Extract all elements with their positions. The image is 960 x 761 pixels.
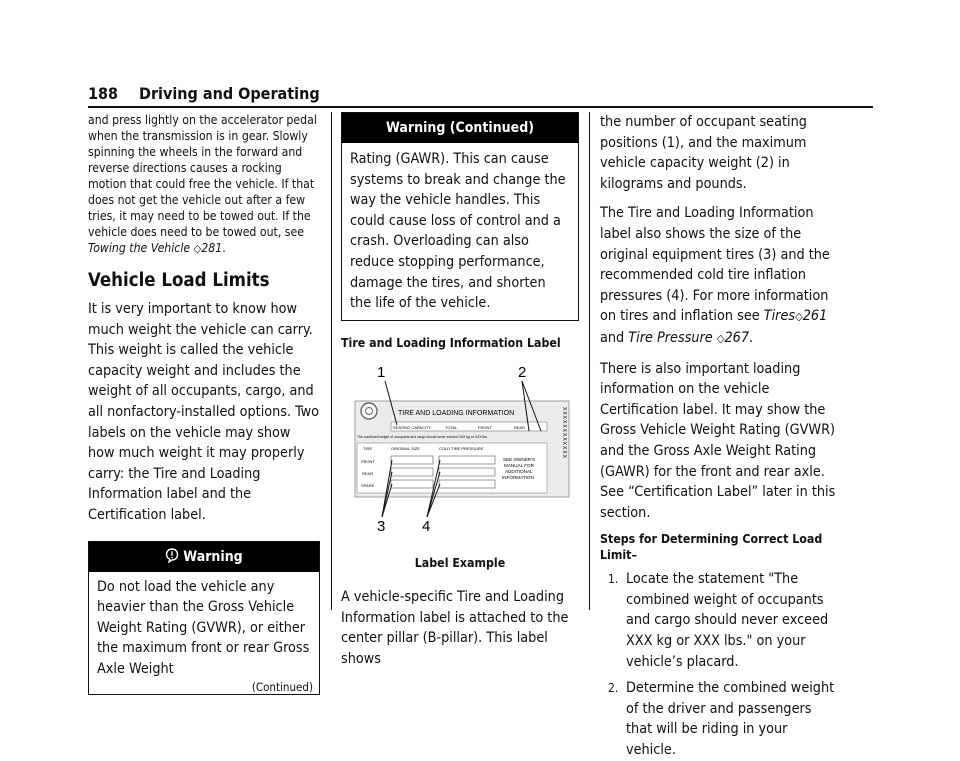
column-3: [600, 112, 840, 761]
tire-pressure-link[interactable]: Tire Pressure: [628, 329, 713, 346]
column-2: [341, 112, 579, 669]
page-ref-icon: ◇: [795, 310, 803, 324]
column-divider-1: [331, 112, 332, 610]
callout-2: 2: [518, 363, 527, 381]
row-front: FRONT: [361, 458, 375, 464]
size-cell-spare: [391, 480, 433, 488]
see-line-2: MANUAL FOR: [504, 462, 534, 468]
combined-statement: The combined weight of occupants and cargo should never exceed XXX kg or XXX lbs.: [357, 434, 488, 439]
towing-link[interactable]: Towing the Vehicle: [88, 241, 191, 255]
list-item: [600, 678, 840, 760]
tire-label-figure: [341, 363, 579, 543]
load-limits-paragraph: It is very important to know how much weight the vehicle can carry. This weight is called the vehicle capacity weight and includes the weight of all occupants, cargo, and all nonfactory-installed options. Two labels on the vehicle may show how much weight it may properly carry: the Tire and Loading Information label and the Certification label.: [88, 301, 320, 523]
callout-1: 1: [377, 363, 386, 381]
intro-paragraph: [88, 112, 320, 257]
column-divider-2: [589, 112, 590, 610]
step-number: 2.: [608, 681, 619, 696]
tire-info-paragraph: [600, 203, 840, 349]
steps-list: [600, 569, 840, 760]
continued-label: (Continued): [251, 679, 313, 694]
label-location-paragraph: A vehicle-specific Tire and Loading Information label is attached to the center pillar (B-pillar). This label shows: [341, 589, 569, 667]
tire-pressure-page[interactable]: 267: [724, 329, 749, 346]
warning-body: Do not load the vehicle any heavier than the Gross Vehicle Weight Rating (GVWR), or either the maximum front or rear Gross Axle Weight: [97, 578, 310, 677]
pressure-cell-front: [439, 456, 495, 464]
label-title: TIRE AND LOADING INFORMATION: [398, 409, 515, 417]
size-cell-front: [391, 456, 433, 464]
tires-page[interactable]: 261: [802, 308, 828, 325]
rear-label: REAR: [514, 424, 526, 430]
callout-4: 4: [422, 517, 431, 535]
tire-header: TIRE: [363, 445, 373, 451]
warning-icon: [165, 548, 179, 563]
header-rule: [88, 106, 873, 108]
certification-paragraph: There is also important loading information on the vehicle Certification label. It may show the Gross Vehicle Weight Rating (GVWR) and the Gross Axle Weight Rating (GAWR) for the front and rear axle. See “Certification Label” later in this section.: [600, 360, 836, 521]
row-spare: SPARE: [361, 482, 375, 488]
warning-title: Warning: [183, 548, 243, 565]
step-number: 1.: [608, 572, 619, 587]
column-1: [88, 112, 320, 695]
cold-pressure-header: COLD TIRE PRESSURE: [439, 445, 484, 451]
step-text: Determine the combined weight of the driver and passengers that will be riding in your vehicle.: [626, 680, 835, 759]
steps-heading: Steps for Determining Correct Load Limit–: [600, 532, 823, 563]
towing-page[interactable]: 281: [201, 241, 223, 255]
tire-emblem-icon: [361, 403, 377, 419]
figure-caption: Label Example: [414, 556, 506, 571]
row-rear: REAR: [362, 470, 374, 476]
see-line-4: INFORMATION: [502, 474, 534, 480]
page-number: 188: [88, 84, 119, 103]
tire-label-diagram: [341, 363, 579, 541]
total-label: TOTAL: [445, 424, 458, 430]
pressure-cell-spare: [439, 480, 495, 488]
warning-header: [89, 542, 319, 572]
orig-size-header: ORIGINAL SIZE: [391, 445, 420, 451]
section-heading: Vehicle Load Limits: [88, 270, 270, 291]
page-ref-icon: ◇: [193, 242, 202, 255]
callout-3: 3: [377, 517, 386, 535]
warning-continued-body: Rating (GAWR). This can cause systems to break and change the way the vehicle handles. This could cause loss of control and a crash. Overloading can also reduce stopping performance, damage the tires, and shorten the life of the vehicle.: [350, 151, 566, 312]
step-text: Locate the statement "The combined weight of occupants and cargo should never exceed XXX kg or XXX lbs." on your vehicle’s placard.: [626, 571, 829, 670]
see-line-1: SEE OWNER'S: [503, 456, 536, 462]
intro-end: .: [222, 241, 226, 255]
and-text: and: [600, 329, 629, 346]
page-ref-icon: ◇: [716, 331, 725, 345]
warning-continued-box: [341, 112, 579, 321]
figure-heading: Tire and Loading Information Label: [341, 335, 561, 350]
pressure-cell-rear: [439, 468, 495, 476]
warning-box: [88, 541, 320, 695]
warning-continued-header: Warning (Continued): [342, 113, 578, 143]
see-line-3: ADDITIONAL: [505, 468, 533, 474]
side-code: XXXXXXXXXXXX: [561, 406, 567, 459]
list-item: [600, 569, 840, 672]
front-label: FRONT: [478, 424, 492, 430]
seating-paragraph: the number of occupant seating positions (1), and the maximum vehicle capacity weight (2) in kilograms and pounds.: [600, 114, 807, 192]
size-cell-rear: [391, 468, 433, 476]
running-header: [88, 84, 873, 108]
section-title: Driving and Operating: [139, 84, 320, 103]
tire-info-end: .: [749, 329, 754, 346]
tire-info-text: The Tire and Loading Information label also shows the size of the original equipment tires (3) and the recommended cold tire inflation pressures (4). For more information on tires and inflation see: [600, 205, 830, 325]
intro-text: and press lightly on the accelerator pedal when the transmission is in gear. Slowly spinning the wheels in the forward and reverse directions causes a rocking motion that could free the vehicle. If that does not get the vehicle out after a few tries, it may need to be towed out. If the vehicle does need to be towed out, see: [88, 113, 317, 239]
tires-link[interactable]: Tires: [763, 308, 796, 325]
seating-label: SEATING CAPACITY: [393, 424, 432, 430]
